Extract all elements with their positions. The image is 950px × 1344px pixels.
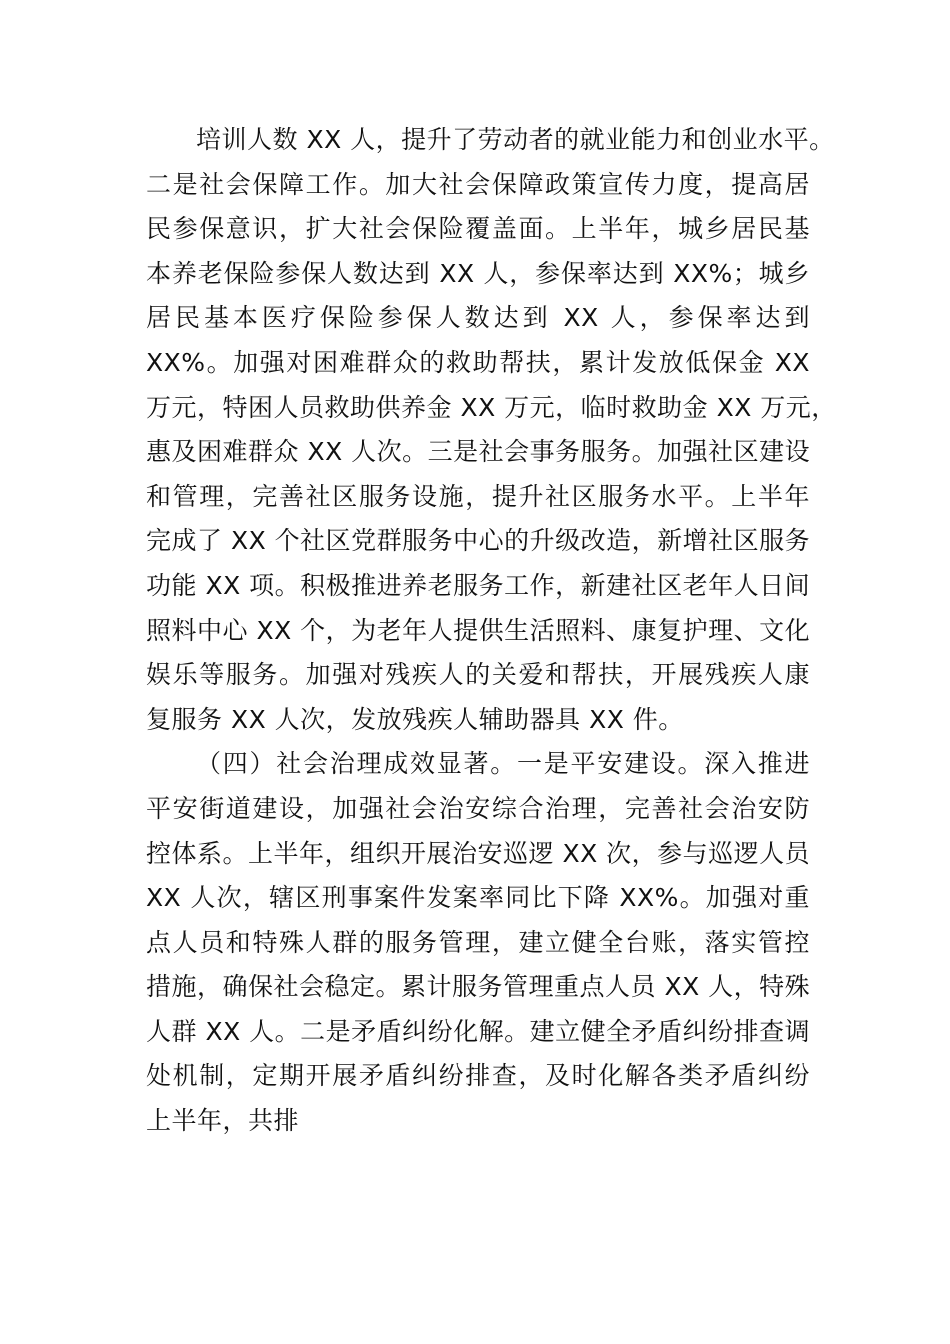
text-line: XX%。加强对困难群众的救助帮扶，累计发放低保金 XX: [146, 347, 810, 377]
text-line: 措施，确保社会稳定。累计服务管理重点人员 XX 人，特殊: [146, 972, 811, 1002]
text-line: 照料中心 XX 个，为老年人提供生活照料、康复护理、文化: [146, 615, 811, 645]
text-line: 功能 XX 项。积极推进养老服务工作，新建社区老年人日间: [146, 570, 811, 600]
text-line: 培训人数 XX 人，提升了劳动者的就业能力和创业水平。: [196, 125, 835, 154]
text-line: 复服务 XX 人次，发放残疾人辅助器具 XX 件。: [146, 704, 684, 734]
text-line: XX 人次，辖区刑事案件发案率同比下降 XX%。加强对重: [146, 883, 810, 913]
text-line: 本养老保险参保人数达到 XX 人，参保率达到 XX%；城乡: [146, 258, 810, 288]
text-line: 人群 XX 人。二是矛盾纠纷化解。建立健全矛盾纠纷排查调: [146, 1016, 811, 1046]
paragraph: [146, 118, 837, 742]
text-line: 上半年，共排: [146, 1106, 300, 1136]
text-line: 民参保意识，扩大社会保险覆盖面。上半年，城乡居民基: [146, 214, 810, 244]
text-line: 惠及困难群众 XX 人次。三是社会事务服务。加强社区建设: [146, 437, 811, 467]
text-line: 万元，特困人员救助供养金 XX 万元，临时救助金 XX 万元，: [146, 392, 837, 422]
text-line: （四）社会治理成效显著。一是平安建设。深入推进: [196, 749, 810, 779]
text-line: 控体系。上半年，组织开展治安巡逻 XX 次，参与巡逻人员: [146, 838, 811, 868]
text-line: 二是社会保障工作。加大社会保障政策宣传力度，提高居: [146, 169, 810, 199]
text-line: 和管理，完善社区服务设施，提升社区服务水平。上半年: [146, 481, 810, 511]
text-line: 娱乐等服务。加强对残疾人的关爱和帮扶，开展残疾人康: [146, 660, 810, 690]
text-line: 完成了 XX 个社区党群服务中心的升级改造，新增社区服务: [146, 526, 811, 556]
text-line: 居民基本医疗保险参保人数达到 XX 人，参保率达到: [146, 303, 810, 333]
text-line: 处机制，定期开展矛盾纠纷排查，及时化解各类矛盾纠纷: [146, 1061, 810, 1091]
text-line: 平安街道建设，加强社会治安综合治理，完善社会治安防: [146, 793, 810, 823]
body-text: [146, 118, 837, 1144]
text-line: 点人员和特殊人群的服务管理，建立健全台账，落实管控: [146, 927, 810, 957]
paragraph: [146, 742, 810, 1143]
